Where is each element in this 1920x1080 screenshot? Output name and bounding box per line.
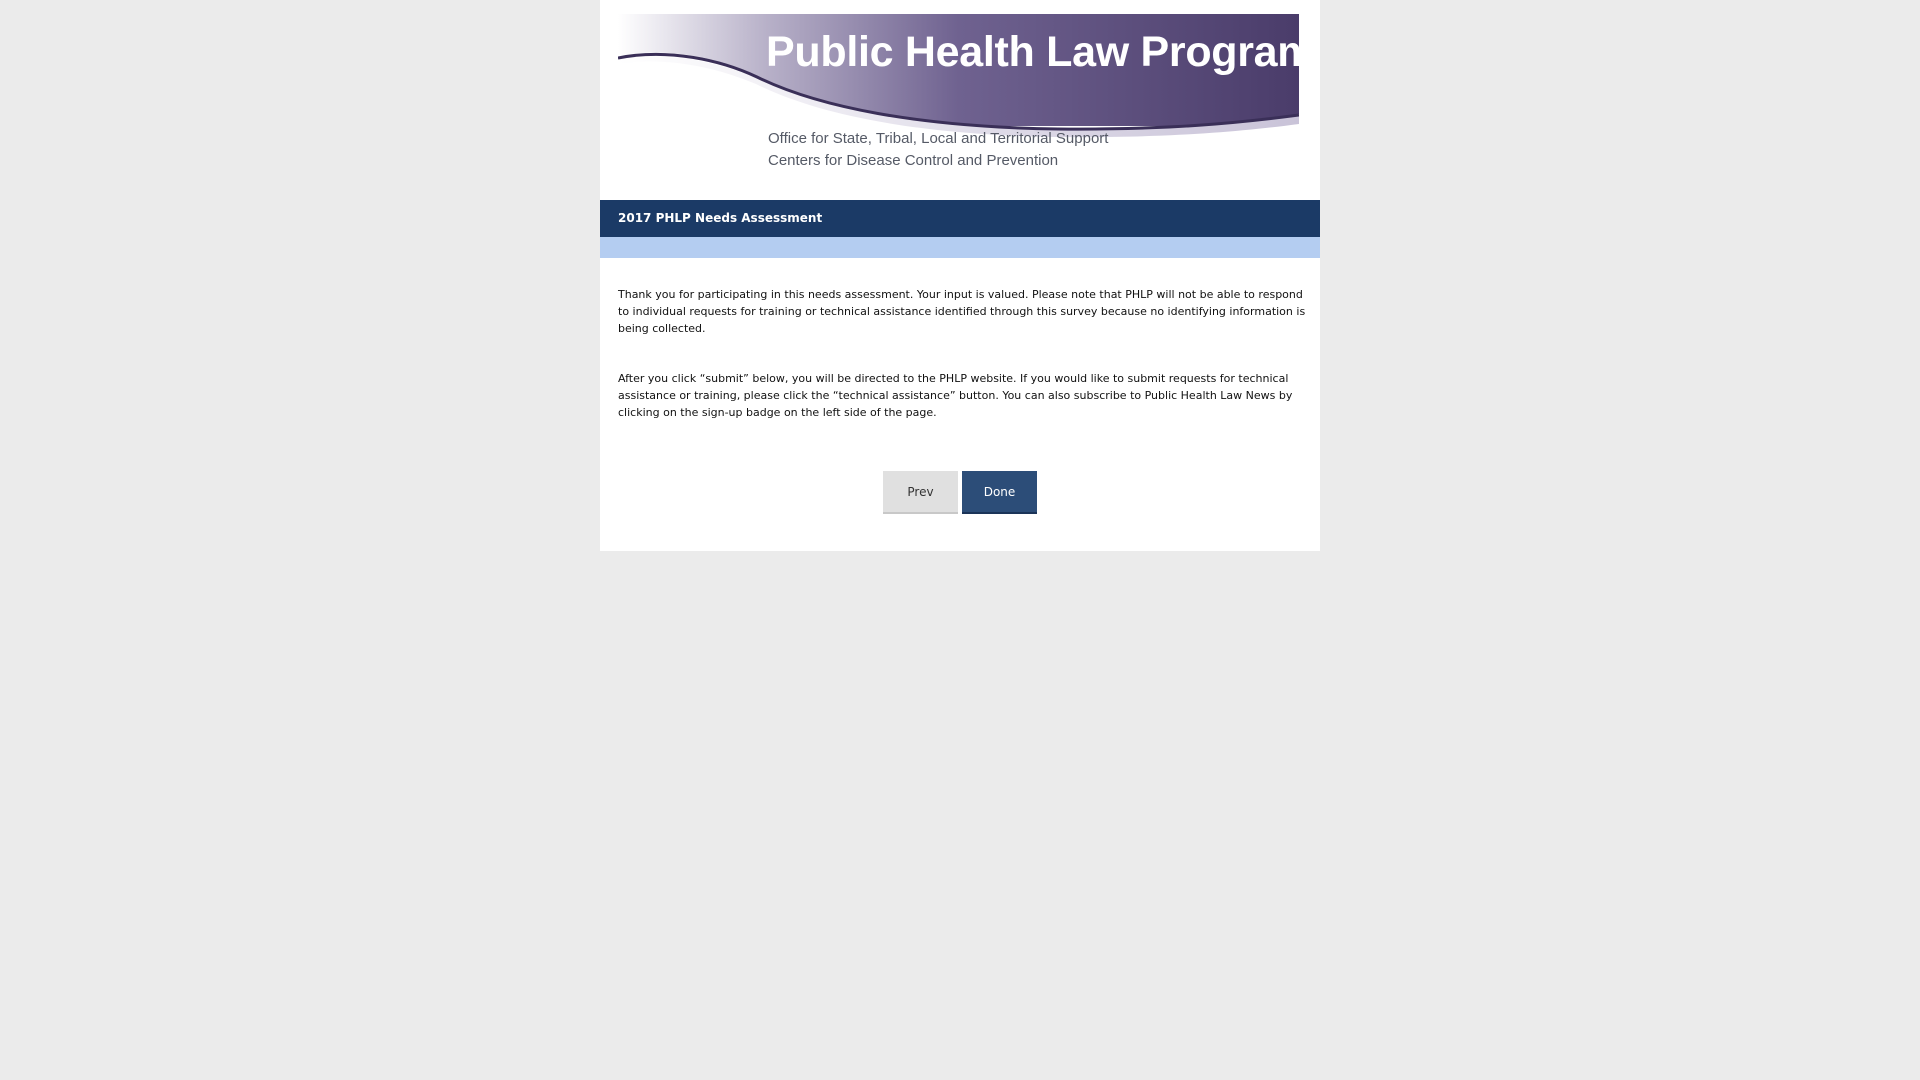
redirect-info-text: After you click “submit” below, you will be directed to the PHLP website. If you would like to submit requests for technical assistance or training, please click the “technical assistance” button. You can also subscribe to Public Health Law News by clicking on the sign-up badge on the left side of the page.	[618, 372, 1293, 419]
prev-button[interactable]: Prev	[883, 471, 958, 512]
program-banner	[618, 14, 1316, 184]
agency-name: Centers for Disease Control and Prevention	[768, 152, 1059, 169]
office-name: Office for State, Tribal, Local and Territorial Support	[768, 130, 1109, 147]
done-button[interactable]: Done	[962, 471, 1037, 512]
survey-title: 2017 PHLP Needs Assessment	[618, 211, 823, 225]
survey-page	[600, 0, 1320, 551]
program-title: Public Health Law Program	[766, 28, 1316, 76]
survey-title-bar	[600, 200, 1320, 237]
thank-you-text: Thank you for participating in this needs assessment. Your input is valued. Please note that PHLP will not be able to respond to individual requests for training or technical assistance identified through this survey because no identifying information is being collected.	[618, 288, 1306, 335]
progress-bar	[600, 237, 1320, 258]
